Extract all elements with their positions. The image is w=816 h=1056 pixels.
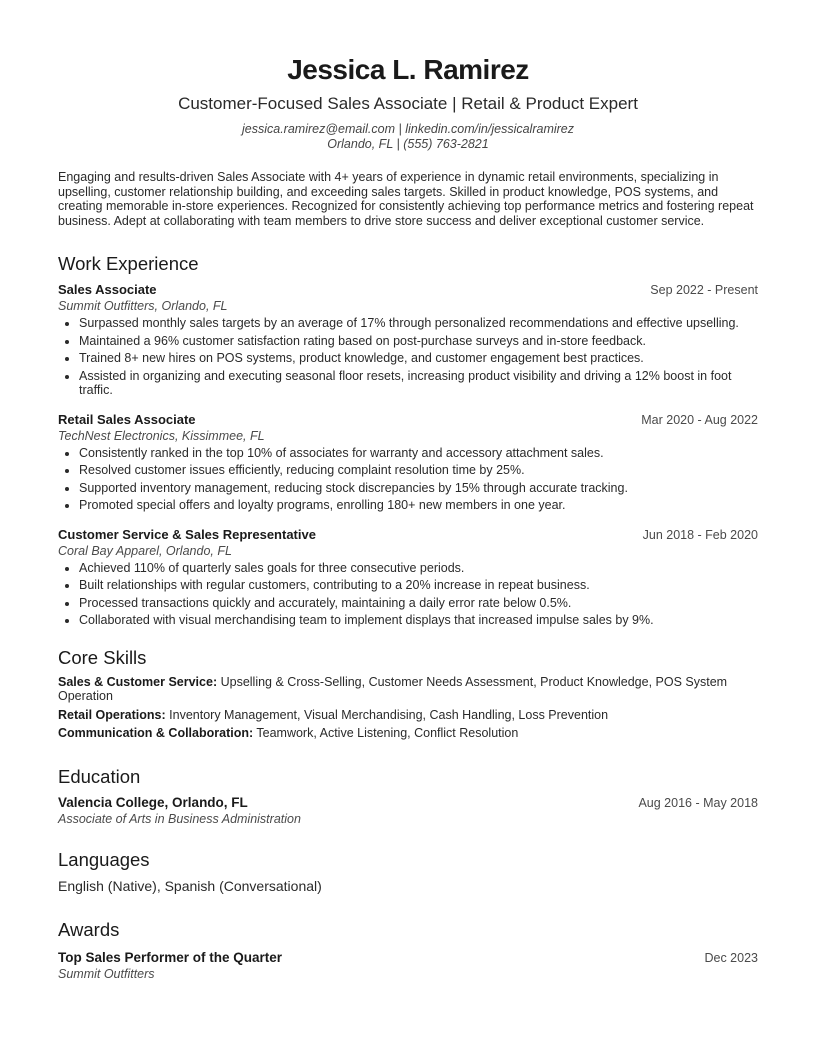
degree: Associate of Arts in Business Administration (58, 811, 301, 826)
bullet-item: • Assisted in organizing and executing seasonal floor resets, increasing product visibility and driving a 12% boost in foot traffic. (79, 369, 758, 398)
skills-list (58, 675, 758, 741)
job-company: TechNest Electronics, Kissimmee, FL (58, 428, 265, 443)
job-dates: Mar 2020 - Aug 2022 (641, 412, 758, 427)
job-title: Sales Associate (58, 282, 157, 297)
bullet-item: • Promoted special offers and loyalty programs, enrolling 180+ new members in one year. (79, 498, 758, 513)
job-bullets (58, 316, 758, 398)
contact-line-2: Orlando, FL | (555) 763-2821 (327, 137, 489, 151)
section-title-skills: Core Skills (58, 646, 147, 668)
section-title-awards: Awards (58, 918, 120, 940)
skill-row (58, 726, 758, 741)
skill-row (58, 708, 758, 723)
job-entry (58, 282, 758, 398)
bullet-item: • Consistently ranked in the top 10% of associates for warranty and accessory attachment sales. (79, 446, 758, 461)
section-title-languages: Languages (58, 848, 150, 870)
award-name: Top Sales Performer of the Quarter (58, 949, 283, 965)
job-header (58, 282, 758, 297)
skill-category: Retail Operations: (58, 707, 166, 722)
job-header (58, 527, 758, 542)
job-dates: Jun 2018 - Feb 2020 (642, 527, 758, 542)
job-title: Customer Service & Sales Representative (58, 526, 316, 542)
skill-category: Communication & Collaboration: (58, 726, 254, 740)
bullet-item: • Built relationships with regular customers, contributing to a 20% increase in repeat business. (79, 578, 758, 593)
bullet-item: • Collaborated with visual merchandising team to implement displays that increased impulse sales by 9%. (79, 613, 758, 628)
skills-section (58, 646, 758, 741)
job-bullets (58, 561, 758, 628)
experience-section (58, 252, 758, 628)
job-bullets (58, 446, 758, 513)
job-company: Coral Bay Apparel, Orlando, FL (58, 543, 232, 558)
award-header (58, 950, 758, 965)
education-header (58, 795, 758, 810)
summary-paragraph: Engaging and results-driven Sales Associate with 4+ years of experience in dynamic retail environments, specializing in upselling, customer relationship building, and exceeding sales targets. Skilled in product knowledge, POS systems, and creating memorable in-store experiences. Recognized for consistently achieving top performance metrics and fostering repeat business. Adept at collaborating with team members to drive store success and deliver exceptional customer service. (58, 170, 754, 228)
bullet-item: • Achieved 110% of quarterly sales goals for three consecutive periods. (79, 561, 758, 576)
job-header (58, 412, 758, 427)
languages-section (58, 848, 758, 894)
bullet-item: • Maintained a 96% customer satisfaction rating based on post-purchase surveys and in-store feedback. (79, 334, 758, 349)
bullet-item: • Trained 8+ new hires on POS systems, product knowledge, and customer engagement best practices. (79, 351, 758, 366)
contact-line-1: jessica.ramirez@email.com | linkedin.com/in/jessicalramirez (242, 122, 574, 136)
skill-row (58, 675, 758, 704)
skill-values: Inventory Management, Visual Merchandising, Cash Handling, Loss Prevention (169, 707, 609, 722)
education-section (58, 765, 758, 826)
section-title-experience: Work Experience (58, 253, 199, 274)
job-company: Summit Outfitters, Orlando, FL (58, 299, 228, 313)
awards-section (58, 918, 758, 981)
languages-text: English (Native), Spanish (Conversational) (58, 877, 322, 894)
job-title: Retail Sales Associate (58, 411, 196, 427)
bullet-item: • Processed transactions quickly and accurately, maintaining a daily error rate below 0.5%. (79, 596, 758, 611)
job-entry (58, 412, 758, 513)
skill-category: Sales & Customer Service: (58, 674, 218, 689)
bullet-item: • Resolved customer issues efficiently, reducing complaint resolution time by 25%. (79, 463, 758, 478)
section-title-education: Education (58, 765, 141, 787)
bullet-item: • Supported inventory management, reducing stock discrepancies by 15% through accurate tracking. (79, 481, 758, 496)
skill-values: Upselling & Cross-Selling, Customer Needs Assessment, Product Knowledge, POS System Operation (58, 674, 728, 703)
school-name: Valencia College, Orlando, FL (58, 794, 248, 810)
skill-values: Teamwork, Active Listening, Conflict Resolution (256, 726, 519, 740)
headline: Customer-Focused Sales Associate | Retail & Product Expert (178, 94, 638, 113)
job-dates: Sep 2022 - Present (650, 283, 758, 297)
education-dates: Aug 2016 - May 2018 (638, 795, 758, 810)
candidate-name: Jessica L. Ramirez (287, 54, 529, 85)
job-entry (58, 527, 758, 628)
award-date: Dec 2023 (704, 950, 758, 965)
bullet-item: • Surpassed monthly sales targets by an average of 17% through personalized recommendations and effective upselling. (79, 316, 758, 331)
award-organization: Summit Outfitters (58, 966, 155, 981)
